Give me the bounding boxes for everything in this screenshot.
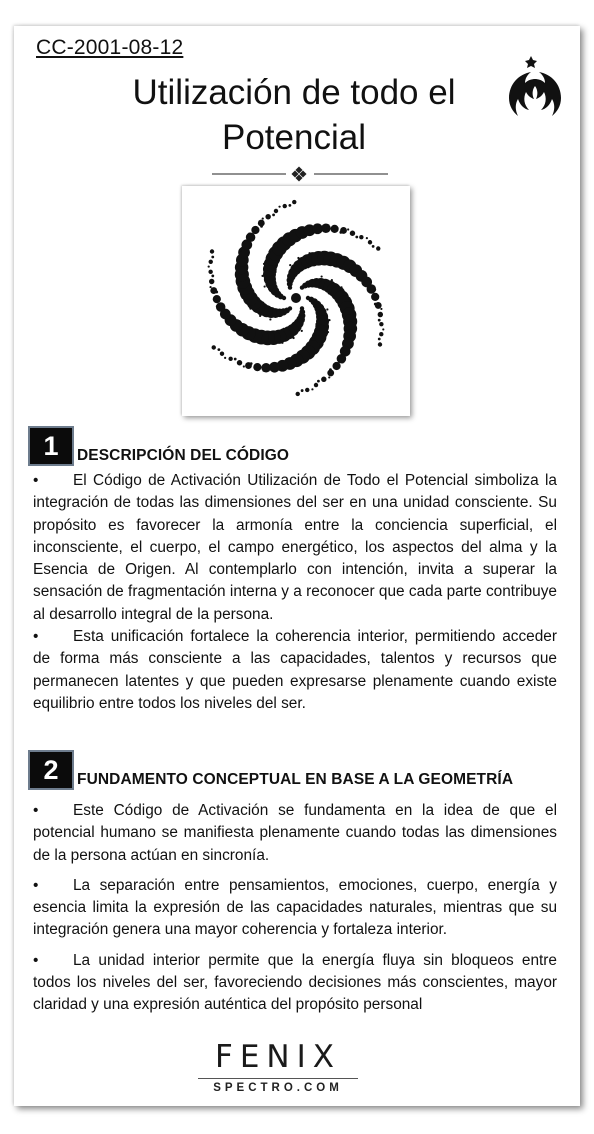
section-2-header [28,750,513,790]
brand-website: SPECTRO.COM [213,1082,343,1094]
title-divider [212,166,388,182]
bullet: • [33,876,39,894]
code-id: CC-2001-08-12 [36,36,184,59]
paragraph: • Esta unificación fortalece la coherencia interior, permitiendo acceder de forma más consciente a las capacidades, talentos y recursos que permanecen latentes y que pueden expresarse plenamente cuando existe equilibrio entre todos los niveles del ser. [33,628,557,712]
brand-name: FENIX [215,1039,341,1075]
section-number-badge: 2 [28,750,74,790]
page-title: Utilización de todo el Potencial [132,73,456,157]
bullet: • [33,628,39,646]
section-heading: DESCRIPCIÓN DEL CÓDIGO [77,447,290,464]
bullet: • [33,802,39,819]
section-1-header [28,426,289,466]
paragraph: • La unidad interior permite que la energía fluya sin bloqueos entre todos los niveles del ser, favoreciendo decisiones más conscientes, mayor claridad y una expresión auténtica del propósito personal [33,951,557,1014]
paragraph: • Este Código de Activación se fundamenta en la idea de que el potencial humano se manifiesta plenamente cuando todas las dimensiones de la persona actúan en sincronía. [33,802,557,864]
code-card [14,26,580,1106]
bullet: • [33,951,39,969]
paragraph: • El Código de Activación Utilización de Todo el Potencial simboliza la integración de todas las dimensiones del ser en una unidad consciente. Su propósito es favorecer la armonía entre la conciencia superficial, el inconsciente, el cuerpo, el campo energético, los aspectos del alma y la Esencia de Origen. Al contemplarlo con intención, invita a superar la sensación de fragmentación interna y a reconocer que cada parte contribuye al desarrollo integral de la persona. [33,472,557,623]
section-2-body [33,800,557,1025]
paragraph: • La separación entre pensamientos, emociones, cuerpo, energía y esencia limita la expresión de las capacidades naturales, mientras que su integración genera una mayor coherencia y fortaleza interior. [33,876,557,939]
bullet: • [33,472,39,489]
brand-divider [198,1078,358,1079]
section-heading: FUNDAMENTO CONCEPTUAL EN BASE A LA GEOMETRÍA [77,771,514,788]
spiral-dots-mandala-icon [182,186,410,416]
code-image-frame [182,186,410,416]
section-number-badge: 1 [28,426,74,466]
section-1-body [33,470,557,715]
diamond-icon [291,166,306,181]
brand-footer [178,1040,378,1094]
